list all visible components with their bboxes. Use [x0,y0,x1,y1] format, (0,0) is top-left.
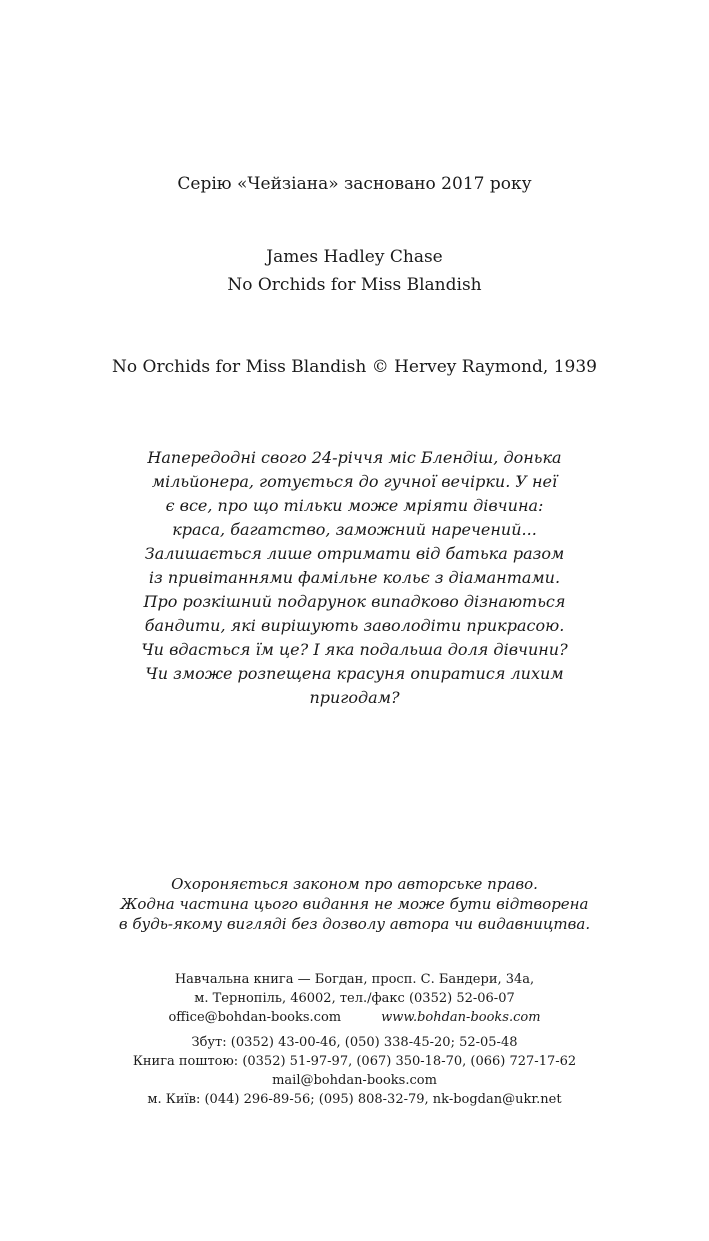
annotation [0,446,709,710]
sales-phones: Збут: (0352) 43-00-46, (050) 338-45-20; 52-05-48 [191,1035,518,1050]
original-title: No Orchids for Miss Blandish [227,275,482,295]
series-note: Серію «Чейзіана» засновано 2017 року [177,174,532,194]
rights-notice [0,874,709,934]
annotation-line: Напередодні свого 24-річчя міс Блендіш, донька [147,448,562,467]
annotation-line: Чи вдасться їм це? І яка подальша доля дівчини? [141,640,568,659]
rights-line: Охороняється законом про авторське право. [171,875,538,893]
publisher-email-link[interactable]: office@bohdan-books.com [168,1010,342,1025]
rights-line: в будь-якому вигляді без дозволу автора чи видавництва. [118,915,591,933]
copyright-line: No Orchids for Miss Blandish © Hervey Raymond, 1939 [112,357,597,377]
publisher-contacts [0,1008,709,1027]
original-author: James Hadley Chase [266,247,443,267]
publisher-info [0,970,709,1109]
annotation-line: Чи зможе розпещена красуня опиратися лихим [145,664,564,683]
publisher-city-phone: м. Тернопіль, 46002, тел./факс (0352) 52-06-07 [194,991,515,1006]
annotation-line: бандити, які вирішують заволодіти прикрасою. [144,616,565,635]
annotation-line: краса, багатство, заможний наречений... [172,520,537,539]
annotation-line: Про розкішний подарунок випадково дізнаються [143,592,566,611]
annotation-line: Залишається лише отримати від батька разом [144,544,565,563]
rights-line: Жодна частина цього видання не може бути відтворена [120,895,589,913]
annotation-line: пригодам? [309,688,400,707]
mail-order-phones: Книга поштою: (0352) 51-97-97, (067) 350-18-70, (066) 727-17-62 [132,1054,577,1069]
annotation-line: мільйонера, готується до гучної вечірки. У неї [151,472,558,491]
publisher-website-link[interactable]: www.bohdan-books.com [381,1010,541,1025]
publisher-address: Навчальна книга — Богдан, просп. С. Бандери, 34а, [174,972,535,987]
mail-order-email-link[interactable]: mail@bohdan-books.com [272,1073,437,1088]
annotation-line: є все, про що тільки може мріяти дівчина: [165,496,544,515]
kyiv-contacts: м. Київ: (044) 296-89-56; (095) 808-32-79, nk-bogdan@ukr.net [147,1092,562,1107]
annotation-line: із привітаннями фамільне кольє з діамантами. [148,568,561,587]
